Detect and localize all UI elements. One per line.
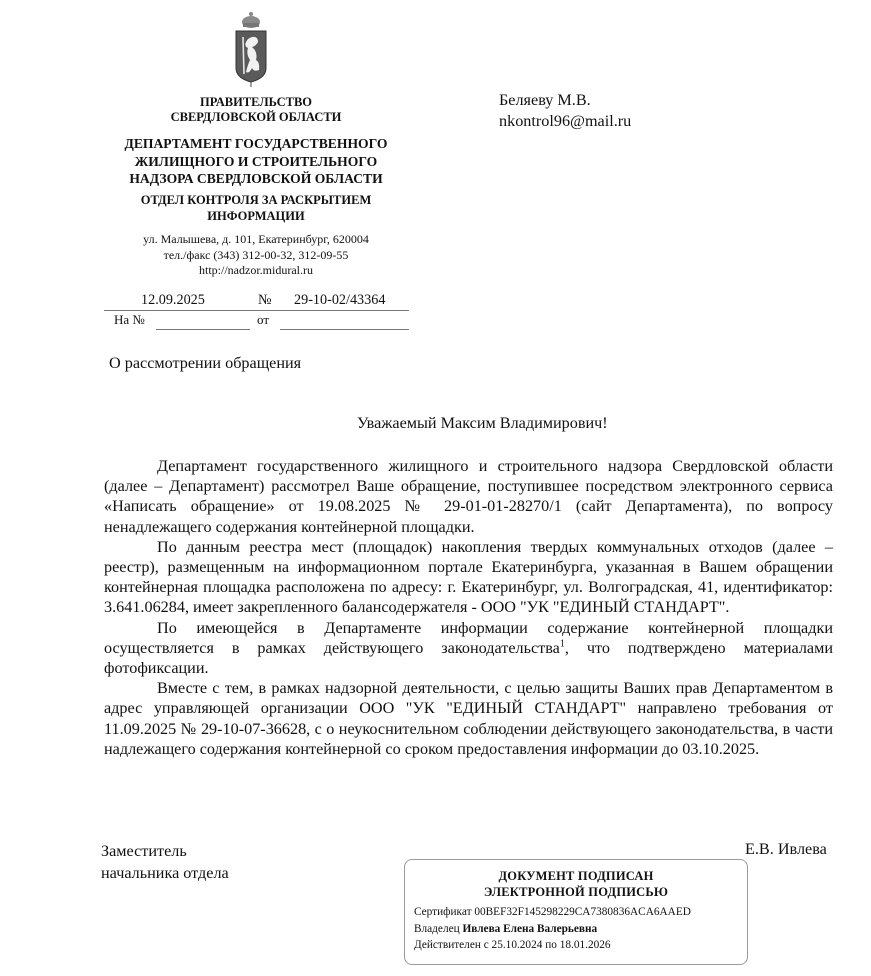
signer-name: Е.В. Ивлева: [745, 840, 827, 858]
number-sign: №: [258, 292, 272, 308]
owner-value: Ивлева Елена Валерьевна: [462, 923, 598, 935]
letterhead-address: ул. Малышева, д. 101, Екатеринбург, 620004: [143, 232, 369, 246]
signer-position-line: начальника отдела: [101, 864, 229, 882]
letterhead-website: http://nadzor.midural.ru: [199, 263, 313, 277]
government-title: [104, 95, 408, 125]
from-label: от: [257, 312, 270, 327]
department-title: [104, 135, 408, 188]
unit-title: [104, 193, 408, 224]
letter-body: [104, 456, 833, 759]
reply-to-label: На №: [114, 312, 145, 327]
department-title-line: ДЕПАРТАМЕНТ ГОСУДАРСТВЕННОГО: [124, 136, 388, 151]
addressee-email: nkontrol96@mail.ru: [499, 112, 632, 130]
body-paragraph: Вместе с тем, в рамках надзорной деятельности, с целью защиты Ваших прав Департаментом в адрес управляющей организации ООО "УК "ЕДИНЫЙ СТАНДАРТ" направлено требования от 11.09.2025 № 29-10-07-36628, с о неукоснительном соблюдении действующего законодательства, в части надлежащего содержания контейнерной со сроком предоставления информации до 03.10.2025.: [104, 679, 833, 758]
paragraph-text: , что подтверждено материалами фотофиксации.: [104, 638, 833, 678]
government-title-line: СВЕРДЛОВСКОЙ ОБЛАСТИ: [170, 110, 342, 124]
reply-to-number-field: [156, 329, 250, 330]
letterhead-contacts: [104, 232, 408, 279]
letter-greeting: Уважаемый Максим Владимирович!: [357, 414, 608, 432]
body-paragraph: [104, 618, 833, 679]
body-paragraph: По данным реестра мест (площадок) накопления твердых коммунальных отходов (далее – реестр), размещенным на информационном портале Екатеринбурга, указанная в Вашем обращении контейнерная площадка расположена по адресу: г. Екатеринбург, ул. Волгоградская, 41, идентификатор: 3.641.06284, имеет закрепленного балансодержателя - ООО "УК "ЕДИНЫЙ СТАНДАРТ".: [104, 537, 833, 617]
stamp-title: [405, 868, 747, 900]
department-title-line: НАДЗОРА СВЕРДЛОВСКОЙ ОБЛАСТИ: [129, 171, 383, 186]
registration-number: 29-10-02/43364: [294, 292, 386, 308]
certificate-value: 00BEF32F145298229CA7380836ACA6AAED: [474, 906, 691, 918]
stamp-title-line: ЭЛЕКТРОННОЙ ПОДПИСЬЮ: [483, 885, 669, 899]
addressee-name: Беляеву М.В.: [499, 91, 591, 109]
paragraph-text: По имеющейся в Департаменте информации содержание контейнерной площадки осуществляется в рамках действующего законодательства: [104, 618, 833, 657]
stamp-owner: [414, 923, 597, 935]
unit-title-line: ИНФОРМАЦИИ: [207, 208, 305, 223]
registration-row: [104, 292, 409, 311]
certificate-label: Сертификат: [414, 906, 472, 918]
signer-position: [101, 840, 229, 884]
department-title-line: ЖИЛИЩНОГО И СТРОИТЕЛЬНОГО: [134, 153, 378, 169]
stamp-certificate: [414, 906, 691, 918]
letter-subject: О рассмотрении обращения: [109, 354, 302, 372]
stamp-validity: Действителен с 25.10.2024 по 18.01.2026: [414, 939, 611, 951]
owner-label: Владелец: [414, 923, 460, 935]
footnote-marker: 1: [559, 638, 565, 650]
addressee-block: [499, 90, 631, 132]
coat-of-arms-emblem-icon: [234, 10, 268, 88]
body-paragraph: Департамент государственного жилищного и строительного надзора Свердловской области (далее – Департамент) рассмотрел Ваше обращение, поступившее посредством электронного сервиса «Написать обращение» от 19.08.2025 № 29-01-01-28270/1 (сайт Департамента), по вопросу ненадлежащего содержания контейнерной площадки.: [104, 457, 833, 536]
reply-to-date-field: [280, 329, 409, 330]
reference-row: [104, 312, 409, 332]
government-title-line: ПРАВИТЕЛЬСТВО: [199, 95, 313, 109]
letterhead-phone: тел./факс (343) 312-00-32, 312-09-55: [163, 247, 349, 262]
stamp-title-line: ДОКУМЕНТ ПОДПИСАН: [498, 869, 654, 883]
unit-title-line: ОТДЕЛ КОНТРОЛЯ ЗА РАСКРЫТИЕМ: [140, 193, 372, 207]
registration-date: 12.09.2025: [141, 292, 205, 308]
e-signature-stamp: [404, 859, 748, 965]
signer-position-line: Заместитель: [101, 842, 187, 860]
